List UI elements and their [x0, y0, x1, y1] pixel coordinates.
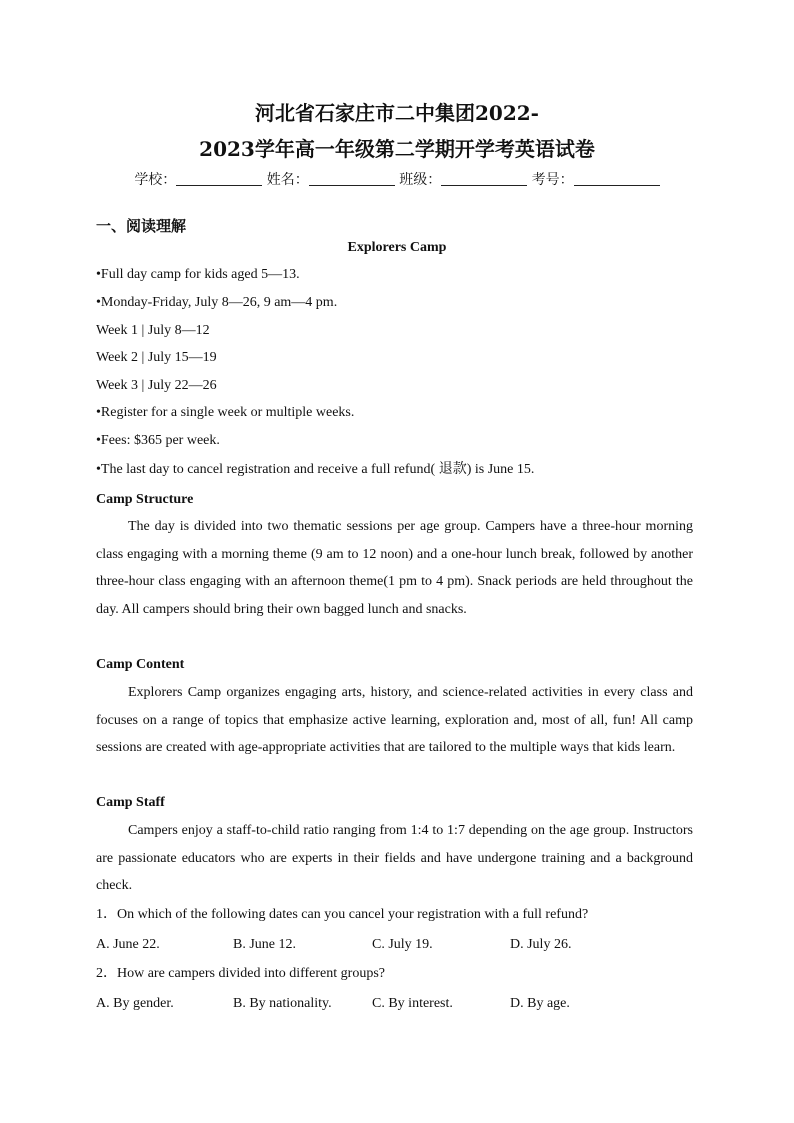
question-stem-2: 2．How are campers divided into different groups? [96, 966, 385, 981]
info-line: •Full day camp for kids aged 5—13. [96, 267, 300, 282]
school-label: 学校： [134, 172, 177, 188]
info-line: Week 3 | July 22—26 [96, 378, 217, 393]
info-line: Week 1 | July 8—12 [96, 323, 210, 338]
info-line: •Register for a single week or multiple weeks. [96, 405, 355, 420]
exam-title-line1: 河北省石家庄市二中集团2022- [255, 101, 539, 125]
info-line: •Fees: $365 per week. [96, 433, 220, 448]
exam-number-label: 考号： [531, 172, 574, 188]
class-blank[interactable] [441, 171, 527, 186]
question-stem-1: 1．On which of the following dates can you cancel your registration with a full refund? [96, 907, 589, 922]
info-line: •Monday-Friday, July 8—26, 9 am—4 pm. [96, 295, 338, 310]
name-label: 姓名： [266, 172, 309, 188]
section-heading-staff: Camp Staff [96, 795, 165, 810]
paragraph-content: Explorers Camp organizes engaging arts, history, and science-related activities in every class and focuses on a range of topics that emphasize active learning, exploration and, most of all, fun! All camp sessions are created with age-appropriate activities that are tailored to the multiple ways that kids learn. [96, 685, 693, 755]
school-blank[interactable] [176, 171, 262, 186]
option-2d[interactable]: D. By age. [510, 996, 570, 1011]
option-2b[interactable]: B. By nationality. [233, 996, 332, 1011]
option-1a[interactable]: A. June 22. [96, 937, 160, 952]
option-1d[interactable]: D. July 26. [510, 937, 572, 952]
passage-title: Explorers Camp [347, 240, 447, 255]
option-2a[interactable]: A. By gender. [96, 996, 174, 1011]
section-heading-structure: Camp Structure [96, 492, 194, 507]
exam-number-blank[interactable] [574, 171, 660, 186]
paragraph-structure: The day is divided into two thematic sessions per age group. Campers have a three-hour morning class engaging with a morning theme (9 am to 12 noon) and a one-hour lunch break, followed by another three-hour class engaging with an afternoon theme(1 pm to 4 pm). Snack periods are held throughout the day. All campers should bring their own bagged lunch and snacks. [96, 519, 693, 617]
option-2c[interactable]: C. By interest. [372, 996, 453, 1011]
student-info-row [0, 170, 794, 190]
option-1b[interactable]: B. June 12. [233, 937, 296, 952]
exam-title-line2: 2023学年高一年级第二学期开学考英语试卷 [199, 137, 595, 161]
section-title: 一、阅读理解 [96, 217, 187, 235]
paragraph-staff: Campers enjoy a staff-to-child ratio ranging from 1:4 to 1:7 depending on the age group. Instructors are passionate educators who are experts in their fields and have undergone training and a background check. [96, 823, 693, 893]
name-blank[interactable] [309, 171, 395, 186]
info-line: Week 2 | July 15—19 [96, 350, 217, 365]
section-heading-content: Camp Content [96, 657, 185, 672]
option-1c[interactable]: C. July 19. [372, 937, 433, 952]
class-label: 班级： [399, 172, 442, 188]
info-line: •The last day to cancel registration and receive a full refund( 退款) is June 15. [96, 462, 535, 477]
